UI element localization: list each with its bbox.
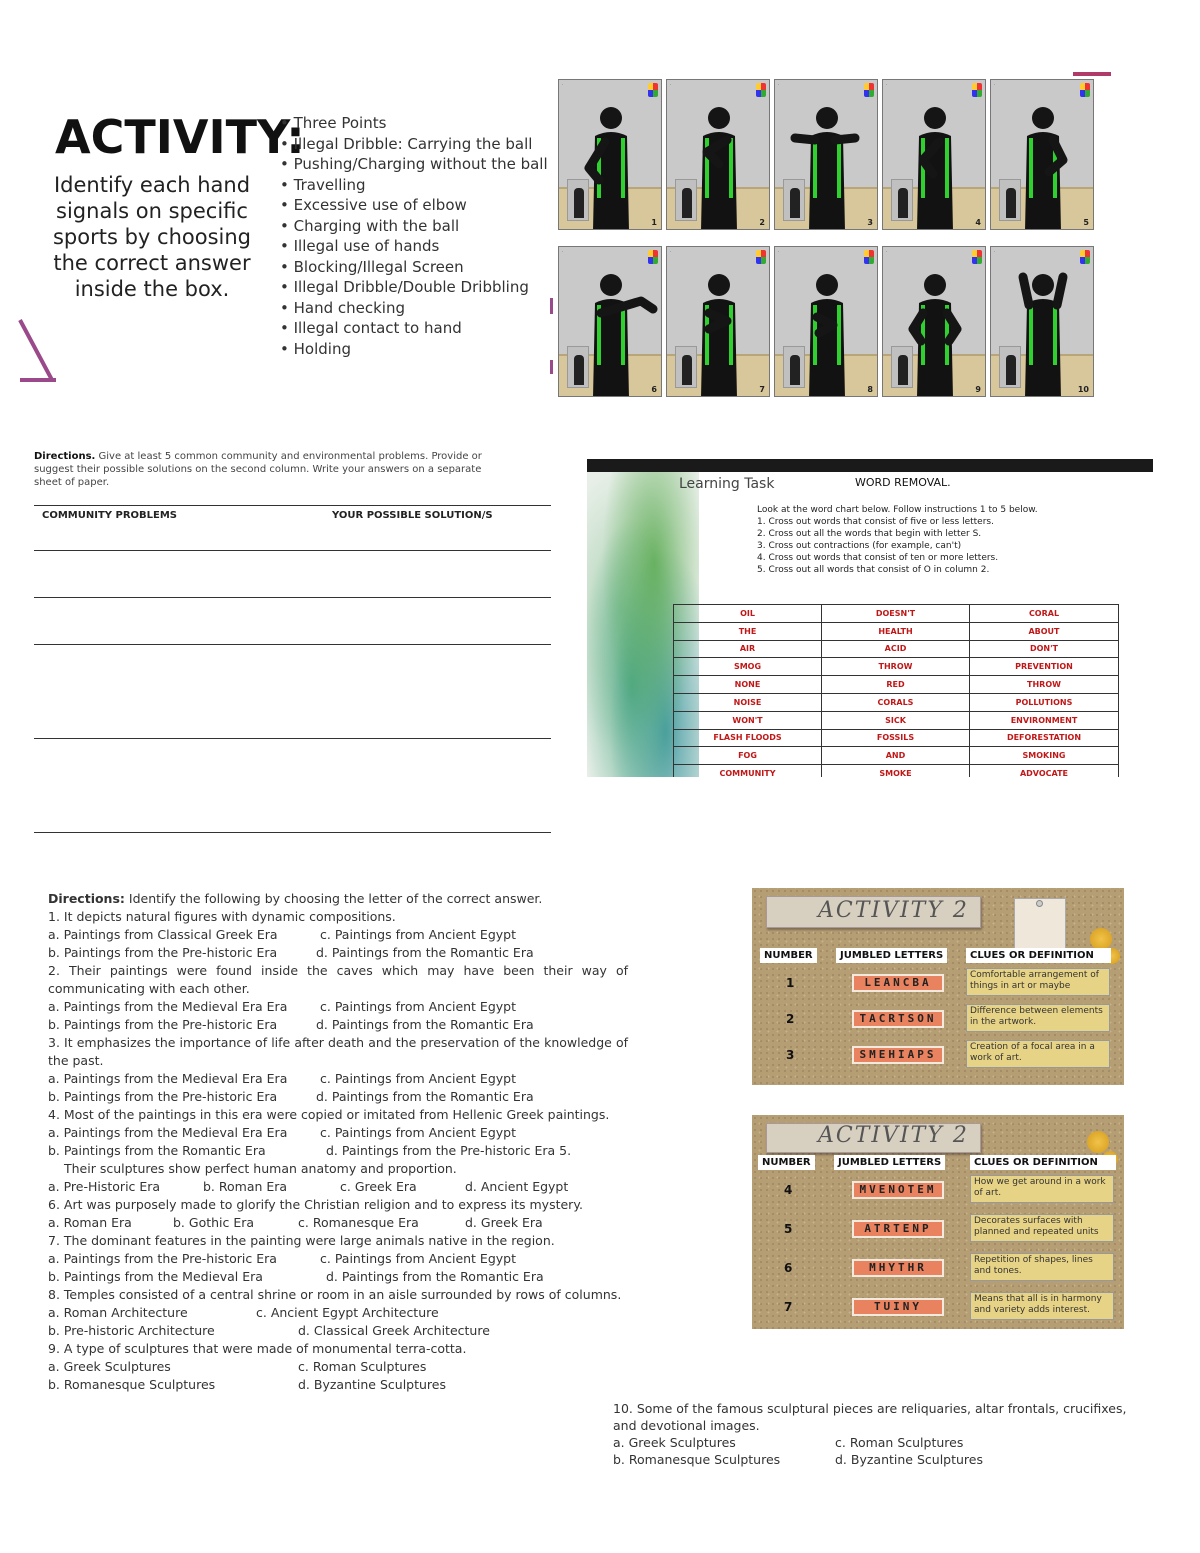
referee-figure-icon	[667, 247, 770, 397]
referee-figure-icon	[883, 247, 986, 397]
jumbled-letters: TUINY	[852, 1298, 944, 1316]
answer-option[interactable]: b. Paintings from the Romantic Era	[48, 1143, 266, 1158]
signal-number: 7	[759, 385, 765, 394]
flower-icon	[1090, 928, 1112, 950]
choice-item: • Pushing/Charging without the ball	[280, 154, 548, 175]
signal-number: 8	[867, 385, 873, 394]
word-cell[interactable]: CORALS	[822, 693, 970, 711]
choice-item: • Holding	[280, 339, 548, 360]
row-number: 5	[784, 1222, 793, 1236]
jumbled-letters: SMEHIAPS	[852, 1046, 944, 1064]
word-cell[interactable]: SICK	[822, 711, 970, 729]
choice-item: • Illegal contact to hand	[280, 318, 548, 339]
instruction-step: 1. Cross out words that consist of five or less letters.	[757, 517, 994, 527]
directions-text: Give at least 5 common community and environmental problems. Provide or suggest their possible solutions on the second column. Write your answers on a separate sheet of paper.	[34, 451, 482, 488]
clue-definition: Comfortable arrangement of things in art or maybe	[966, 968, 1110, 996]
word-cell[interactable]: PREVENTION	[970, 658, 1119, 676]
row-number: 6	[784, 1261, 793, 1275]
flower-icon	[1087, 1131, 1109, 1153]
answer-option[interactable]: a. Paintings from Classical Greek Era	[48, 927, 278, 942]
quiz-directions-text: Identify the following by choosing the letter of the correct answer.	[128, 891, 543, 906]
answer-option[interactable]: d. Paintings from the Romantic Era	[316, 945, 534, 960]
referee-figure-icon	[559, 80, 662, 230]
brand-mark: ·	[994, 82, 996, 87]
answer-option[interactable]: d. Classical Greek Architecture	[298, 1323, 490, 1338]
referee-figure-icon	[991, 80, 1094, 230]
word-cell[interactable]: THE	[674, 622, 822, 640]
word-cell[interactable]: WON'T	[674, 711, 822, 729]
answer-option[interactable]: a. Paintings from the Pre-historic Era	[48, 1251, 277, 1266]
jumbled-letters: MHYTHR	[852, 1259, 944, 1277]
column-header-solutions: YOUR POSSIBLE SOLUTION/S	[332, 510, 493, 521]
answer-option[interactable]: d. Paintings from the Romantic Era	[316, 1017, 534, 1032]
answer-option[interactable]: a. Paintings from the Medieval Era Era	[48, 1125, 288, 1140]
brand-mark: ·	[670, 249, 672, 254]
word-row	[674, 605, 1119, 623]
clue-definition: How we get around in a work of art.	[970, 1175, 1114, 1203]
activity2-banner-text: ACTIVITY 2	[818, 898, 969, 923]
answer-option[interactable]: c. Roman Sculptures	[298, 1359, 427, 1374]
answer-line[interactable]	[34, 598, 551, 645]
activity2-board-2	[752, 1115, 1124, 1329]
word-cell[interactable]: THROW	[970, 676, 1119, 694]
answer-option[interactable]: c. Paintings from Ancient Egypt	[320, 1251, 517, 1266]
answer-option[interactable]: b. Roman Era	[203, 1179, 288, 1194]
brand-mark: ·	[562, 249, 564, 254]
answer-option[interactable]: c. Paintings from Ancient Egypt	[320, 999, 517, 1014]
instruction-step: 2. Cross out all the words that begin with letter S.	[757, 529, 982, 539]
word-cell[interactable]: COMMUNITY	[674, 765, 822, 777]
quiz-directions-label: Directions:	[48, 891, 125, 906]
column-header-number: NUMBER	[760, 948, 817, 963]
instructions-intro: Look at the word chart below. Follow instructions 1 to 5 below.	[757, 505, 1038, 515]
choice-item: • Hand checking	[280, 298, 548, 319]
jumbled-letters: MVENOTEM	[852, 1181, 944, 1199]
brand-mark: ·	[778, 249, 780, 254]
decorative-triangle-icon	[16, 318, 58, 386]
answer-option[interactable]: a. Roman Architecture	[48, 1305, 188, 1320]
referee-figure-icon	[559, 247, 662, 397]
word-cell[interactable]: OIL	[674, 605, 822, 623]
referee-figure-icon	[883, 80, 986, 230]
answer-option[interactable]: d. Paintings from the Romantic Era	[326, 1269, 544, 1284]
choice-item: • Blocking/Illegal Screen	[280, 257, 548, 278]
activity2-board-1	[752, 888, 1124, 1085]
clue-definition: Creation of a focal area in a work of art.	[966, 1040, 1110, 1068]
pin-icon	[1036, 900, 1043, 907]
hand-signal-card	[666, 79, 770, 230]
word-cell[interactable]: HEALTH	[822, 622, 970, 640]
word-cell[interactable]: NOISE	[674, 693, 822, 711]
question-text: 7. The dominant features in the painting were large animals native in the region.	[48, 1233, 555, 1248]
word-cell[interactable]: RED	[822, 676, 970, 694]
word-cell[interactable]: DOESN'T	[822, 605, 970, 623]
word-chart-table	[673, 604, 1119, 777]
word-row	[674, 658, 1119, 676]
answer-option[interactable]: c. Greek Era	[340, 1179, 417, 1194]
word-cell[interactable]: SMOKING	[970, 747, 1119, 765]
activity2-banner-text: ACTIVITY 2	[818, 1123, 969, 1148]
signal-number: 4	[975, 218, 981, 227]
signal-choice-list	[280, 113, 548, 359]
community-directions	[34, 450, 504, 489]
brand-mark: ·	[886, 249, 888, 254]
clue-definition: Repetition of shapes, lines and tones.	[970, 1253, 1114, 1281]
answer-option[interactable]: c. Roman Sculptures	[835, 1435, 964, 1450]
question-text: 10. Some of the famous sculptural pieces are reliquaries, altar frontals, crucifixes, and devotional images.	[613, 1401, 1127, 1433]
row-number: 7	[784, 1300, 793, 1314]
word-row	[674, 640, 1119, 658]
decorative-tick	[550, 298, 553, 314]
learning-task-instructions	[757, 504, 1047, 576]
word-cell[interactable]: ADVOCATE	[970, 765, 1119, 777]
instruction-step: 4. Cross out words that consist of ten or more letters.	[757, 553, 999, 563]
brand-mark: ·	[778, 82, 780, 87]
word-row	[674, 765, 1119, 777]
word-cell[interactable]: NONE	[674, 676, 822, 694]
answer-line[interactable]	[34, 551, 551, 598]
answer-option[interactable]: b. Paintings from the Medieval Era	[48, 1269, 263, 1284]
row-number: 2	[786, 1012, 795, 1026]
word-row	[674, 676, 1119, 694]
choice-item: • Illegal use of hands	[280, 236, 548, 257]
answer-option[interactable]: d. Ancient Egypt	[465, 1179, 569, 1194]
answer-option[interactable]: c. Paintings from Ancient Egypt	[320, 1125, 517, 1140]
hand-signal-card	[990, 79, 1094, 230]
word-row	[674, 622, 1119, 640]
hand-signal-card	[882, 246, 986, 397]
answer-option[interactable]: c. Ancient Egypt Architecture	[256, 1305, 439, 1320]
word-cell[interactable]: FOSSILS	[822, 729, 970, 747]
row-number: 4	[784, 1183, 793, 1197]
hand-signal-card	[666, 246, 770, 397]
choice-item: • Three Points	[280, 113, 548, 134]
hand-signal-grid	[558, 79, 1152, 397]
word-cell[interactable]: SMOG	[674, 658, 822, 676]
choice-item: • Charging with the ball	[280, 216, 548, 237]
signal-number: 6	[651, 385, 657, 394]
word-cell[interactable]: DEFORESTATION	[970, 729, 1119, 747]
word-cell[interactable]: CORAL	[970, 605, 1119, 623]
answer-line[interactable]	[34, 739, 551, 833]
word-row	[674, 747, 1119, 765]
answer-option[interactable]: a. Greek Sculptures	[48, 1359, 171, 1374]
top-bar	[587, 459, 1153, 472]
brand-mark: ·	[670, 82, 672, 87]
clue-definition: Difference between elements in the artwork.	[966, 1004, 1110, 1032]
word-row	[674, 729, 1119, 747]
column-header-jumbled: JUMBLED LETTERS	[836, 948, 947, 963]
answer-option[interactable]: b. Paintings from the Pre-historic Era	[48, 1089, 278, 1104]
answer-option[interactable]: c. Paintings from Ancient Egypt	[320, 1071, 517, 1086]
column-header-clue: CLUES OR DEFINITION	[966, 948, 1111, 963]
hand-signal-card	[774, 246, 878, 397]
word-cell[interactable]: ACID	[822, 640, 970, 658]
quiz-question-10	[613, 1400, 1143, 1468]
answer-option[interactable]: d. Byzantine Sculptures	[298, 1377, 446, 1392]
question-text: 1. It depicts natural figures with dynamic compositions.	[48, 909, 396, 924]
word-cell[interactable]: POLLUTIONS	[970, 693, 1119, 711]
signal-number: 10	[1077, 385, 1089, 394]
instruction-step: 3. Cross out contractions (for example, can't)	[757, 541, 962, 551]
choice-item: • Travelling	[280, 175, 548, 196]
column-header-clue: CLUES OR DEFINITION	[970, 1155, 1116, 1170]
community-table-header	[34, 505, 551, 551]
answer-option[interactable]: d. Byzantine Sculptures	[835, 1452, 983, 1467]
word-cell[interactable]: ENVIRONMENT	[970, 711, 1119, 729]
brand-mark: ·	[562, 82, 564, 87]
question-text: 6. Art was purposely made to glorify the Christian religion and to express its mystery.	[48, 1197, 583, 1212]
activity-instruction: Identify each hand signals on specific sports by choosing the correct answer inside the box.	[52, 173, 251, 301]
answer-option[interactable]: d. Paintings from the Romantic Era	[316, 1089, 534, 1104]
question-text: 8. Temples consisted of a central shrine or room in an aisle surrounded by rows of columns.	[48, 1287, 622, 1302]
word-cell[interactable]: AIR	[674, 640, 822, 658]
signal-number: 9	[975, 385, 981, 394]
referee-figure-icon	[667, 80, 770, 230]
clue-definition: Means that all is in harmony and variety adds interest.	[970, 1292, 1114, 1320]
word-cell[interactable]: THROW	[822, 658, 970, 676]
word-row	[674, 711, 1119, 729]
word-row	[674, 693, 1119, 711]
answer-option[interactable]: b. Pre-historic Architecture	[48, 1323, 215, 1338]
learning-task-subtitle: WORD REMOVAL.	[855, 476, 951, 489]
row-number: 3	[786, 1048, 795, 1062]
decorative-bar	[1073, 72, 1111, 76]
hand-signal-card	[558, 246, 662, 397]
question-text: 2. Their paintings were found inside the caves which may have been their way of communicating with each other.	[48, 963, 628, 996]
referee-figure-icon	[775, 247, 878, 397]
learning-task-panel	[587, 459, 1153, 777]
answer-line[interactable]	[34, 645, 551, 739]
brand-mark: ·	[994, 249, 996, 254]
activity-title: ACTIVITY:	[55, 110, 305, 164]
answer-option[interactable]: a. Roman Era	[48, 1215, 132, 1230]
hand-signal-card	[882, 79, 986, 230]
directions-label: Directions.	[34, 451, 96, 462]
word-cell[interactable]: AND	[822, 747, 970, 765]
answer-option[interactable]: c. Romanesque Era	[298, 1215, 419, 1230]
word-cell[interactable]: SMOKE	[822, 765, 970, 777]
answer-option[interactable]: a. Paintings from the Medieval Era Era	[48, 1071, 288, 1086]
answer-option[interactable]: a. Greek Sculptures	[613, 1435, 736, 1450]
referee-figure-icon	[775, 80, 878, 230]
question-text: 4. Most of the paintings in this era were copied or imitated from Hellenic Greek paintings.	[48, 1107, 610, 1122]
art-quiz	[48, 890, 628, 1394]
answer-option[interactable]: b. Romanesque Sculptures	[48, 1377, 216, 1392]
jumbled-letters: ATRTENP	[852, 1220, 944, 1238]
answer-option[interactable]: d. Greek Era	[465, 1215, 543, 1230]
answer-option[interactable]: b. Romanesque Sculptures	[613, 1452, 781, 1467]
row-number: 1	[786, 976, 795, 990]
choice-item: • Illegal Dribble: Carrying the ball	[280, 134, 548, 155]
answer-option[interactable]: d. Paintings from the Pre-historic Era 5.	[326, 1143, 572, 1158]
word-cell[interactable]: ABOUT	[970, 622, 1119, 640]
answer-option[interactable]: a. Paintings from the Medieval Era Era	[48, 999, 288, 1014]
signal-number: 5	[1083, 218, 1089, 227]
column-header-jumbled: JUMBLED LETTERS	[834, 1155, 945, 1170]
learning-task-title: Learning Task	[679, 476, 775, 492]
jumbled-letters: TACRTSON	[852, 1010, 944, 1028]
signal-number: 1	[651, 218, 657, 227]
clue-definition: Decorates surfaces with planned and repeated units	[970, 1214, 1114, 1242]
hand-signal-card	[990, 246, 1094, 397]
answer-option[interactable]: b. Paintings from the Pre-historic Era	[48, 945, 278, 960]
jumbled-letters: LEANCBA	[852, 974, 944, 992]
question-text: Their sculptures show perfect human anatomy and proportion.	[64, 1161, 457, 1176]
instruction-step: 5. Cross out all words that consist of O in column 2.	[757, 565, 990, 575]
answer-option[interactable]: b. Paintings from the Pre-historic Era	[48, 1017, 278, 1032]
column-header-problems: COMMUNITY PROBLEMS	[42, 510, 178, 521]
signal-number: 2	[759, 218, 765, 227]
word-cell[interactable]: FOG	[674, 747, 822, 765]
brand-mark: ·	[886, 82, 888, 87]
question-text: 9. A type of sculptures that were made of monumental terra-cotta.	[48, 1341, 467, 1356]
answer-option[interactable]: c. Paintings from Ancient Egypt	[320, 927, 517, 942]
decorative-tick	[550, 360, 553, 374]
choice-item: • Excessive use of elbow	[280, 195, 548, 216]
choice-item: • Illegal Dribble/Double Dribbling	[280, 277, 548, 298]
word-cell[interactable]: DON'T	[970, 640, 1119, 658]
column-header-number: NUMBER	[758, 1155, 815, 1170]
signal-number: 3	[867, 218, 873, 227]
hand-signal-card	[774, 79, 878, 230]
hand-signal-card	[558, 79, 662, 230]
question-text: 3. It emphasizes the importance of life after death and the preservation of the knowledge of the past.	[48, 1035, 628, 1068]
word-cell[interactable]: FLASH FLOODS	[674, 729, 822, 747]
answer-option[interactable]: b. Gothic Era	[173, 1215, 255, 1230]
answer-option[interactable]: a. Pre-Historic Era	[48, 1179, 161, 1194]
community-table	[34, 505, 551, 833]
referee-figure-icon	[991, 247, 1094, 397]
